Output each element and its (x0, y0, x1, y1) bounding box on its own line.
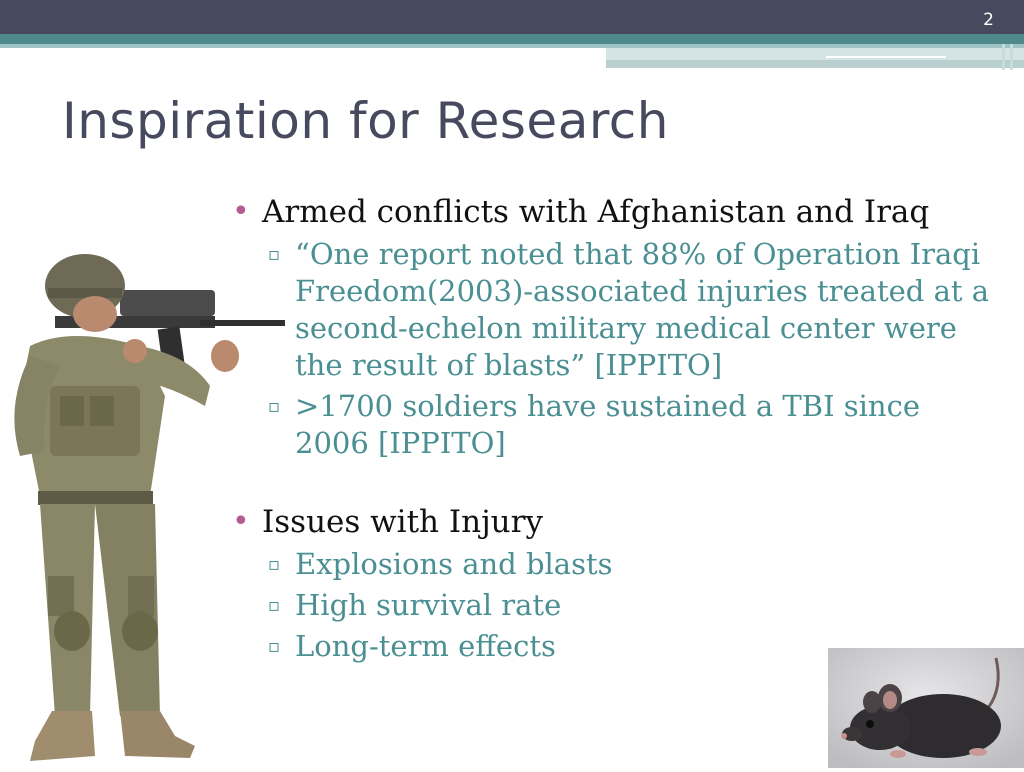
sub-bullet-item (232, 587, 992, 624)
bullet-icon: • (232, 194, 250, 229)
sub-bullet-text: “One report noted that 88% of Operation Iraqi Freedom(2003)-associated injuries treated at a second-echelon military medical center were the result of blasts” [IPPITO] (295, 237, 990, 382)
sub-bullet-icon: ▫ (268, 396, 281, 417)
sub-bullet-icon: ▫ (268, 244, 281, 265)
header-decoration-line (826, 56, 946, 58)
header-decoration (606, 48, 1024, 60)
slide-number: 2 (983, 10, 994, 30)
bullet-item (232, 192, 992, 232)
sub-bullet-text: >1700 soldiers have sustained a TBI since 2006 [IPPITO] (295, 389, 920, 460)
mouse-image (828, 648, 1024, 768)
sub-bullet-text: Long-term effects (295, 629, 556, 663)
bullet-text: Issues with Injury (262, 504, 543, 540)
bullet-list (232, 192, 992, 665)
header-bar (0, 0, 1024, 34)
slide-title: Inspiration for Research (62, 92, 669, 150)
header-accent-stripe (0, 34, 1024, 44)
header-decoration (1010, 44, 1013, 70)
sub-bullet-icon: ▫ (268, 595, 281, 616)
bullet-item (232, 502, 992, 542)
sub-bullet-icon: ▫ (268, 554, 281, 575)
sub-bullet-item (232, 236, 992, 384)
sub-bullet-text: High survival rate (295, 588, 562, 622)
sub-bullet-text: Explosions and blasts (295, 547, 613, 581)
mouse-illustration (828, 648, 1024, 768)
header-decoration (606, 60, 1024, 68)
header-decoration (1002, 44, 1005, 70)
bullet-icon: • (232, 504, 250, 539)
sub-bullet-icon: ▫ (268, 636, 281, 657)
sub-bullet-item (232, 388, 992, 462)
bullet-text: Armed conflicts with Afghanistan and Iraq (262, 194, 930, 230)
sub-bullet-item (232, 546, 992, 583)
